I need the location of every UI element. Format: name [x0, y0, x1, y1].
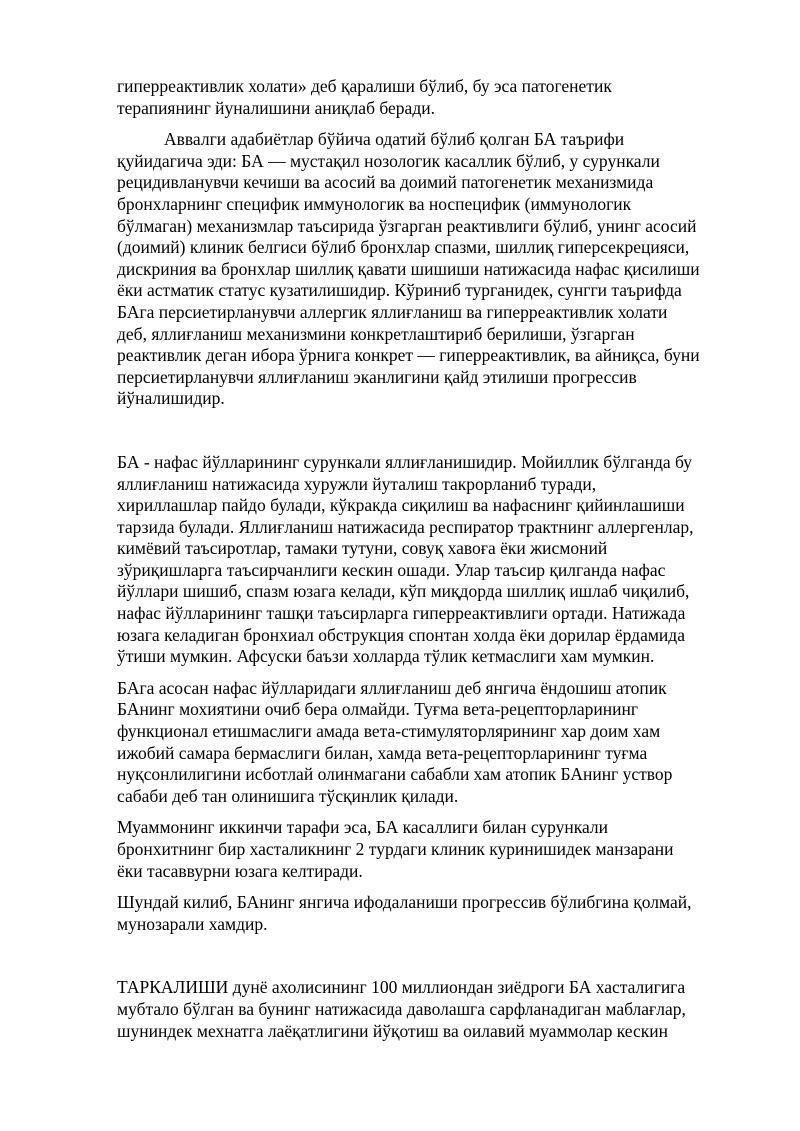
paragraph-spacer — [117, 945, 747, 977]
paragraph-previous-definition: Аввалги адабиётлар бўйича одатий бўлиб қолган БА таърифи қуйидагича эди: БА — мустақил нозологик касаллик бўлиб, у сурункали рецидивланувчи кечиши ва асосий ва доимий патогенетик механизмида бронхларнинг специфик иммунологик ва носпецифик (иммунологик бўлмаган) механизмлар таъсирида ўзгарган реактивлиги бўлиб, унинг асосий (доимий) клиник белгиси бўлиб бронхлар спазми, шиллиқ гиперсекрецияси, дискриния ва бронхлар шиллиқ қавати шишиши натижасида нафас қисилиши ёки астматик статус кузатилишидир. Кўриниб турганидек, сунгги таърифда БАга персиетирланувчи аллергик яллиғланиш ва гиперреактивлик холати деб, яллиғланиш механизмини конкретлаштириб берилиши, ўзгарган реактивлик деган ибора ўрнига конкрет — гиперреактивлик, ва айниқса, буни персиетирланувчи яллиғланиш эканлигини қайд этилиши прогрессив йўналишидир. — [117, 129, 700, 409]
paragraph-conclusion: Шундай килиб, БАнинг янгича ифодаланиши прогрессив бўлибгина қолмай, мунозарали хамдир. — [117, 892, 692, 934]
document-page — [117, 76, 747, 1052]
paragraph-second-side: Муаммонинг иккинчи тарафи эса, БА касаллиги билан сурункали бронхитнинг бир хасталикнинг 2 турдаги клиник куринишидек манзарани ёки тасаввурни юзага келтиради. — [117, 817, 674, 881]
paragraph-ba-definition: БА - нафас йўлларининг сурункали яллиғланишидир. Мойиллик бўлганда бу яллиғланиш натижасида хуружли йуталиш такрорланиб туради, хириллашлар пайдо булади, кўкракда сиқилиш ва нафаснинг қийинлашиши тарзида булади. Яллиғланиш натижасида респиратор трактнинг аллергенлар, кимёвий таъсиротлар, тамаки тутуни, совуқ хавоға ёки жисмоний зўриқишларга таъсирчанлиги кескин ошади. Улар таъсир қилганда нафас йўллари шишиб, спазм юзага келади, кўп миқдорда шиллиқ ишлаб чиқилиб, нафас йўлларининг ташқи таъсирларга гиперреактивлиги ортади. Натижада юзага келадиган бронхиал обструкция спонтан холда ёки дорилар ёрдамида ўтиши мумкин. Афсуски баъзи холларда тўлик кетмаслиги хам мумкин. — [117, 451, 694, 667]
paragraph-spacer — [117, 420, 747, 452]
paragraph-atopic-ba: БАга асосан нафас йўлларидаги яллиғланиш деб янгича ёндошиш атопик БАнинг мохиятини очиб бера олмайди. Туғма вета-рецепторларининг функционал етишмаслиги амада вета-стимуляторлярининг хар доим хам ижобий самара бермаслиги билан, хамда вета-рецепторларининг туғма нуқсонлилигини исботлай олинмагани сабабли хам атопик БАнинг уствор сабаби деб тан олинишига тўсқинлик қилади. — [117, 677, 673, 806]
paragraph-intro-continuation: гиперреактивлик холати» деб қаралиши бўлиб, бу эса патогенетик терапиянинг йуналишини аниқлаб беради. — [117, 76, 612, 118]
paragraph-prevalence: ТАРКАЛИШИ дунё ахолисининг 100 миллиондан зиёдроги БА хасталигига мубтало бўлган ва бунинг натижасида даволашга сарфланадиган маблағлар, шуниндек мехнатга лаёқатлигини йўқотиш ва оилавий муаммолар кескин — [117, 977, 686, 1041]
